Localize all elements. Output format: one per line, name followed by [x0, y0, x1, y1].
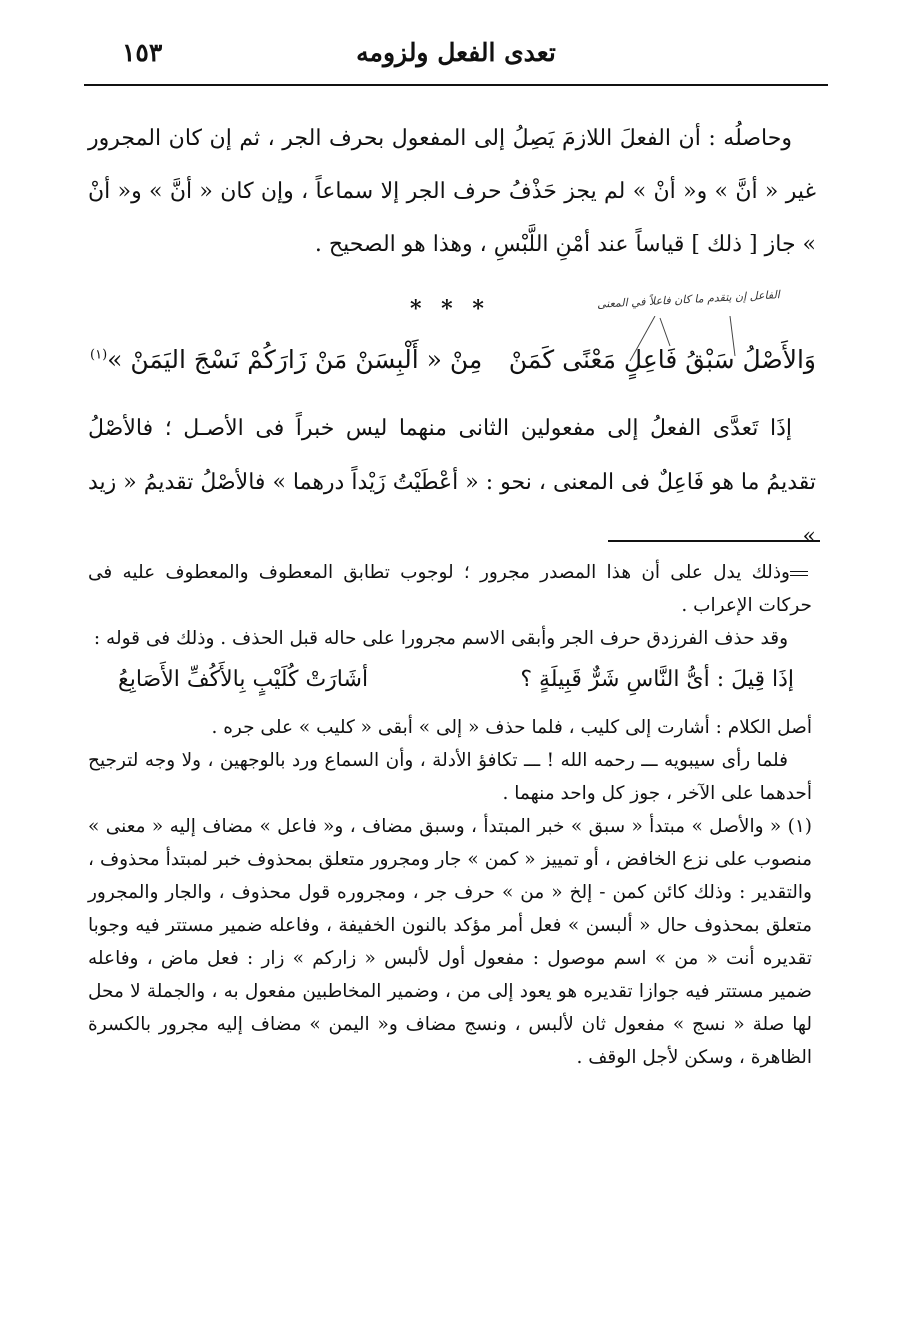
- header-rule: [84, 84, 828, 86]
- footnote-3: أصل الكلام : أشارت إلى كليب ، فلما حذف « إلى » أبقى « كليب » على جره .: [211, 717, 812, 738]
- farazdaq-hemistich-2: أشَارَتْ كُلَيْبٍ بِالأَكُفِّ الأَصَابِعُ: [118, 667, 369, 692]
- footnote-separator: [608, 540, 820, 542]
- continuation-mark: [790, 571, 808, 576]
- farazdaq-hemistich-1: إذَا قِيلَ : أىُّ النَّاسِ شَرٌّ قَبِيلَةٍ ؟: [520, 667, 794, 692]
- farazdaq-verse: [88, 663, 812, 709]
- main-text-block-1: [88, 112, 816, 271]
- alfiyya-verse: [90, 345, 816, 393]
- verse-hemistich-1: وَالأَصْلُ سَبْقُ فَاعِلٍ مَعْنًى كَمَنْ: [508, 345, 816, 374]
- verse-hemistich-2: [90, 345, 482, 374]
- footnotes: [88, 556, 812, 1074]
- footnote-5: (١) « والأصل » مبتدأ « سبق » خبر المبتدأ ، وسبق مضاف ، و« فاعل » مضاف إليه « معنى » منصوب على نزع الخافض ، أو تمييز « كمن » جار ومجرور متعلق بمحذوف خبر لمبتدأ محذوف ، والتقدير : وذلك كائن كمن - إلخ « من » حرف جر ، ومجروره قول محذوف ، والجار والمجرور متعلق بمحذوف حال « ألبسن » فعل أمر مؤكد بالنون الخفيفة ، وفاعله ضمير مستتر فيه وجوبا تقديره أنت « من » اسم موصول : مفعول أول لألبس « زاركم » زار : فعل ماض ، وفاعله ضمير مستتر فيه جوازا تقديره هو يعود إلى من ، وضمير المخاطبين مفعول به ، والجملة لا محل لها صلة « نسج » مفعول ثان لألبس ، ونسج مضاف و« اليمن » مضاف إليه مجرور بالكسرة الظاهرة ، وسكن لأجل الوقف .: [88, 816, 812, 1068]
- verse-hemistich-2-text: مِنْ « أَلْبِسَنْ مَنْ زَارَكُمْ نَسْجَ اليَمَنْ »: [107, 345, 483, 374]
- footnote-2: وقد حذف الفرزدق حرف الجر وأبقى الاسم مجرورا على حاله قبل الحذف . وذلك فى قوله :: [93, 628, 788, 649]
- handwritten-margin-note: الفاعل إن يتقدم ما كان فاعلاً في المعنى: [596, 288, 781, 311]
- footnote-continuation: [88, 556, 812, 622]
- page-number: ١٥٣: [122, 38, 163, 67]
- footnote-4: فلما رأى سيبويه ـــ رحمه الله ! ـــ تكافؤ الأدلة ، وأن السماع ورد بالوجهين ، ولا وجه لترجيح أحدهما على الآخر ، جوز كل واحد منهما .: [88, 750, 812, 804]
- page-header: [84, 38, 828, 82]
- paragraph-1: وحاصلُه : أن الفعلَ اللازمَ يَصِلُ إلى المفعول بحرف الجر ، ثم إن كان المجرور غير « أنَّ » و« أنْ » لم يجز حَذْفُ حرف الجر إلا سماعاً ، وإن كان « أنَّ » و« أنْ » جاز [ ذلك ] قياساً عند أمْنِ اللَّبْسِ ، وهذا هو الصحيح .: [88, 126, 816, 257]
- running-title: تعدى الفعل ولزومه: [356, 38, 556, 67]
- section-stars: * * *: [410, 296, 490, 322]
- footnote-ref: (١): [90, 347, 108, 363]
- footnote-1-text: وذلك يدل على أن هذا المصدر مجرور ؛ لوجوب تطابق المعطوف والمعطوف عليه فى حركات الإعراب .: [88, 562, 812, 616]
- paragraph-2: إذَا تَعدَّى الفعلُ إلى مفعولين الثانى منهما ليس خبراً فى الأصـل ؛ فالأصْلُ تقديمُ ما هو فَاعِلٌ فى المعنى ، نحو : « أعْطَيْتُ زَيْداً درهما » فالأصْلُ تقديمُ « زيد »: [88, 416, 816, 549]
